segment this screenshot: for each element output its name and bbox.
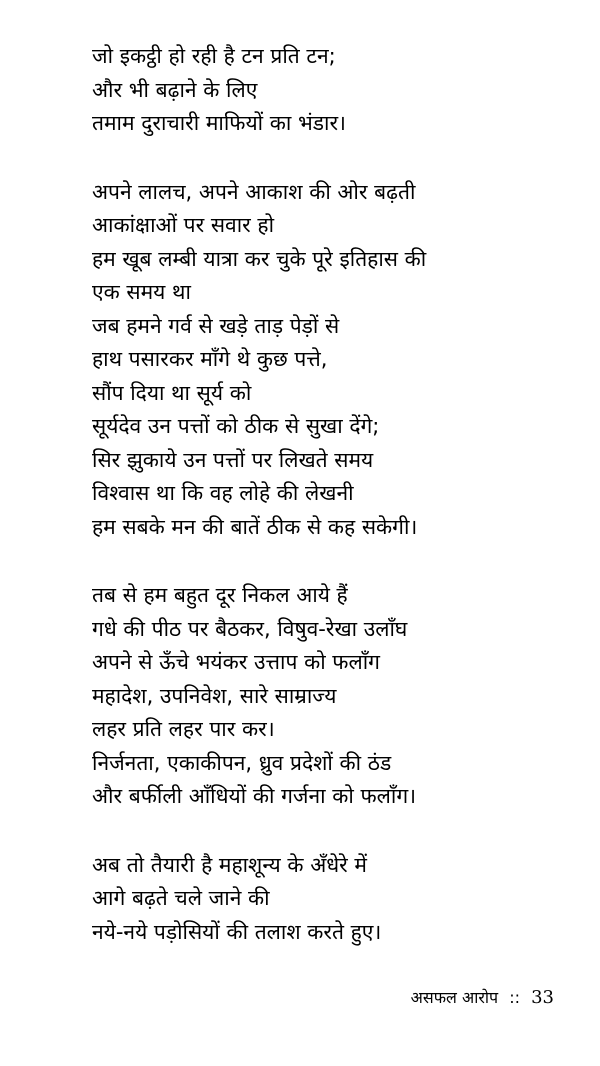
poem-line: और बर्फीली आँधियों की गर्जना को फलाँग।	[92, 784, 417, 808]
poem-line: हम सबके मन की बातें ठीक से कह सकेगी।	[92, 514, 418, 539]
poem-line: महादेश, उपनिवेश, सारे साम्राज्य	[92, 683, 337, 708]
poem-line: विश्वास था कि वह लोहे की लेखनी	[92, 481, 354, 505]
poem-line: सूर्यदेव उन पत्तों को ठीक से सुखा देंगे;	[92, 414, 380, 438]
poem-line: अब तो तैयारी है महाशून्य के अँधेरे में	[92, 852, 367, 877]
poem-line: लहर प्रति लहर पार कर।	[92, 717, 275, 741]
poem-line: जब हमने गर्व से खड़े ताड़ पेड़ों से	[92, 313, 340, 338]
poem-line: गधे की पीठ पर बैठकर, विषुव-रेखा उलाँघ	[92, 616, 408, 641]
poem-line: सौंप दिया था सूर्य को	[92, 380, 252, 405]
poem-line: नये-नये पड़ोसियों की तलाश करते हुए।	[92, 919, 382, 944]
poem-line: और भी बढ़ाने के लिए	[92, 77, 258, 102]
poem-line: जो इकट्ठी हो रही है टन प्रति टन;	[92, 44, 336, 68]
page-number: 33	[531, 987, 554, 1008]
stanza-2	[92, 176, 572, 545]
poem-line: सिर झुकाये उन पत्तों पर लिखते समय	[92, 447, 374, 472]
book-title: असफल आरोप	[410, 988, 499, 1007]
page-footer	[411, 986, 554, 1010]
poem-line: तमाम दुराचारी माफियों का भंडार।	[92, 111, 347, 135]
poem-line: हम खूब लम्बी यात्रा कर चुके पूरे इतिहास की	[92, 246, 427, 271]
poem-line: हाथ पसारकर माँगे थे कुछ पत्ते,	[92, 347, 328, 371]
poem-line: आकांक्षाओं पर सवार हो	[92, 213, 275, 237]
poem-line: अपने से ऊँचे भयंकर उत्ताप को फलाँग	[92, 650, 380, 674]
stanza-3	[92, 579, 572, 814]
stanza-1	[92, 40, 572, 141]
poem-body	[92, 40, 572, 984]
stanza-4	[92, 849, 572, 950]
poem-line: तब से हम बहुत दूर निकल आये हैं	[92, 583, 348, 607]
poem-line: अपने लालच, अपने आकाश की ओर बढ़ती	[92, 179, 416, 204]
footer-separator: ::	[509, 988, 520, 1007]
poem-line: एक समय था	[92, 280, 191, 304]
poem-line: निर्जनता, एकाकीपन, ध्रुव प्रदेशों की ठंड	[92, 750, 392, 775]
poem-line: आगे बढ़ते चले जाने की	[92, 886, 270, 910]
